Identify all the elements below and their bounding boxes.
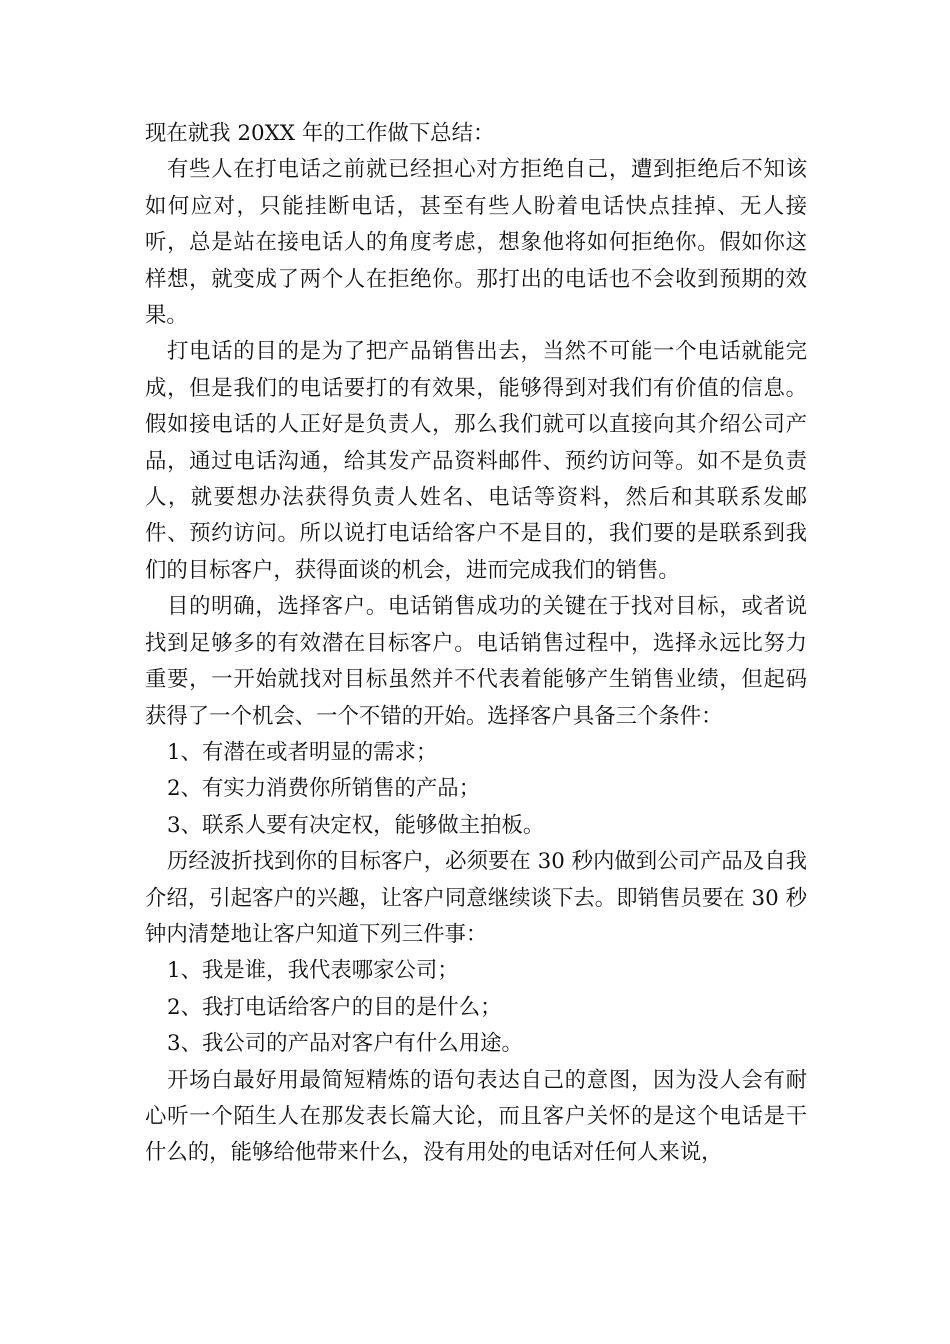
paragraph-30-seconds: 历经波折找到你的目标客户，必须要在 30 秒内做到公司产品及自我介绍，引起客户的兴趣，让客户同意继续谈下去。即销售员要在 30 秒钟内清楚地让客户知道下列三件事： [145,849,807,947]
list-item: 1、我是谁，我代表哪家公司； [167,958,459,984]
paragraph-choose-customer: 目的明确，选择客户。电话销售成功的关键在于找对目标，或者说找到足够多的有效潜在目标客户。电话销售过程中，选择永远比努力重要，一开始就找对目标虽然并不代表着能够产生销售业绩，但起码获得了一个机会、一个不错的开始。选择客户具备三个条件： [145,594,807,729]
paragraph-call-purpose: 打电话的目的是为了把产品销售出去，当然不可能一个电话就能完成，但是我们的电话要打的有效果，能够得到对我们有价值的信息。假如接电话的人正好是负责人，那么我们就可以直接向其介绍公司产品，通过电话沟通，给其发产品资料邮件、预约访问等。如不是负责人，就要想办法获得负责人姓名、电话等资料，然后和其联系发邮件、预约访问。所以说打电话给客户不是目的，我们要的是联系到我们的目标客户，获得面谈的机会，进而完成我们的销售。 [145,339,807,583]
list-item: 2、我打电话给客户的目的是什么； [167,994,502,1020]
list-item: 3、联系人要有决定权，能够做主拍板。 [167,812,545,838]
paragraph-rejection-fear: 有些人在打电话之前就已经担心对方拒绝自己，遭到拒绝后不知该如何应对，只能挂断电话，甚至有些人盼着电话快点挂掉、无人接听，总是站在接电话人的角度考虑，想象他将如何拒绝你。假如你这样想，就变成了两个人在拒绝你。那打出的电话也不会收到预期的效果。 [145,157,807,329]
document-body [145,116,807,1172]
list-item: 3、我公司的产品对客户有什么用途。 [167,1031,523,1057]
paragraph-opening-line: 开场白最好用最简短精炼的语句表达自己的意图，因为没人会有耐心听一个陌生人在那发表长篇大论，而且客户关怀的是这个电话是干什么的，能够给他带来什么，没有用处的电话对任何人来说， [145,1067,807,1166]
intro-line: 现在就我 20XX 年的工作做下总结： [145,121,495,146]
list-item: 2、有实力消费你所销售的产品； [167,776,481,802]
list-item: 1、有潜在或者明显的需求； [167,739,438,765]
